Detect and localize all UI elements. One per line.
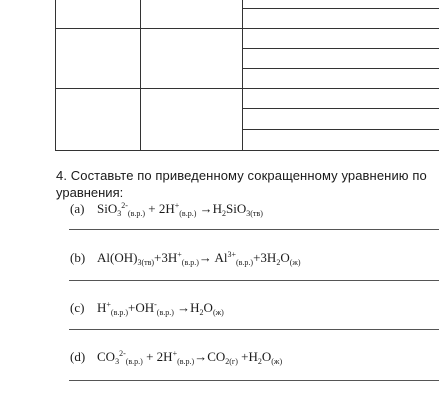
- equation-label: (c): [70, 300, 85, 315]
- answer-line-a: [69, 229, 439, 230]
- equation-label: (a): [70, 201, 85, 216]
- equation-d: [70, 349, 282, 365]
- table-row-border: [55, 88, 439, 89]
- equation-a: [70, 201, 263, 217]
- answer-line-c: [69, 329, 439, 330]
- table-subrow-line: [242, 48, 439, 49]
- answer-line-d: [69, 380, 439, 381]
- answer-table: [0, 0, 439, 152]
- table-row-border: [55, 150, 439, 151]
- table-row-border: [55, 28, 439, 29]
- task-prompt-text: Составьте по приведенному сокращенному уравнению по: [70, 168, 427, 183]
- task-prompt: [56, 167, 439, 184]
- task-prompt-continuation: уравнения:: [56, 185, 124, 200]
- table-column-divider: [140, 0, 141, 151]
- table-subrow-line: [242, 8, 439, 9]
- equation-formula: $Al(OH)_{3(тв)}+3H^+_{(в.р.)}\to Al^{3+}_{(в.р.)}+3H_2O_{(ж)}$: [97, 250, 301, 267]
- equation-formula: $SiO_3^{2-}_{(в.р.)} + 2H^+_{(в.р.)} \to H_2SiO_{3(тв)}$: [97, 201, 263, 218]
- answer-line-b: [69, 280, 439, 281]
- equation-formula: $CO_3^{2-}_{(в.р.)} + 2H^+_{(в.р.)}\to CO_{2(г)} +H_2O_{(ж)}$: [97, 349, 283, 366]
- equation-label: (d): [70, 349, 86, 364]
- equation-label: (b): [70, 250, 86, 265]
- task-number: 4.: [56, 168, 68, 183]
- table-subrow-line: [242, 129, 439, 130]
- equation-c: [70, 300, 224, 316]
- table-border-left: [55, 0, 56, 151]
- equation-b: [70, 250, 301, 266]
- equation-formula: $H^+_{(в.р.)}+OH^-_{(в.р.)} \to H_2O_{(ж)}$: [97, 300, 224, 317]
- table-subrow-line: [242, 108, 439, 109]
- table-subrow-line: [242, 68, 439, 69]
